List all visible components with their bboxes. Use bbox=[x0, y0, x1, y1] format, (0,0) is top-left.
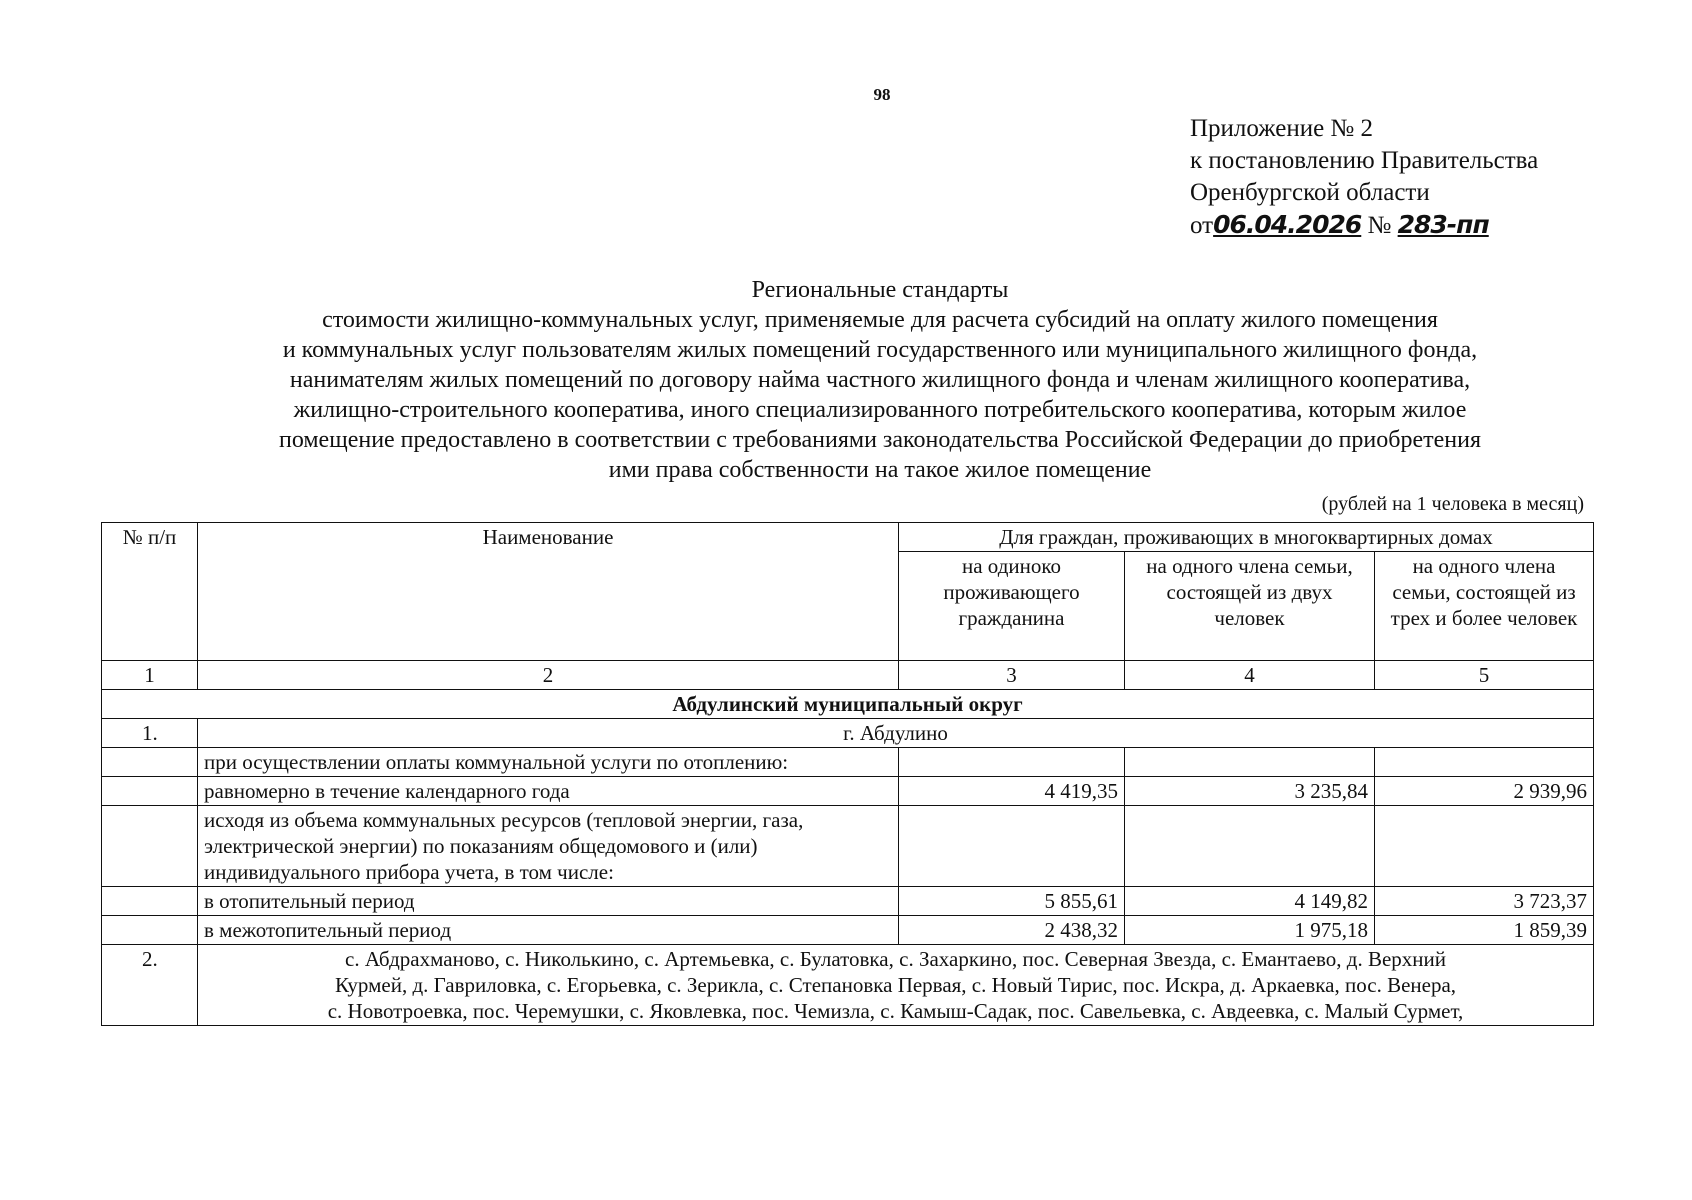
page-number: 98 bbox=[873, 85, 891, 104]
even-label: равномерно в течение календарного года bbox=[198, 777, 899, 806]
standards-table bbox=[101, 522, 1594, 1026]
col-number-3: 3 bbox=[899, 661, 1125, 690]
off-period-v5: 1 859,39 bbox=[1375, 916, 1594, 945]
appendix-line-2: к постановлению Правительства bbox=[1190, 147, 1539, 174]
col-number-4: 4 bbox=[1125, 661, 1375, 690]
heating-period-v4: 4 149,82 bbox=[1125, 887, 1375, 916]
row-number: 2. bbox=[102, 945, 198, 1026]
col-number-5: 5 bbox=[1375, 661, 1594, 690]
header-col5: на одного члена семьи, состоящей из трех и более человек bbox=[1375, 552, 1594, 661]
heating-period-v5: 3 723,37 bbox=[1375, 887, 1594, 916]
row-number: 1. bbox=[102, 719, 198, 748]
table-row bbox=[102, 719, 1594, 748]
appendix-prefix: от bbox=[1190, 212, 1214, 239]
appendix-block bbox=[1190, 113, 1538, 242]
appendix-line-4 bbox=[1190, 209, 1538, 242]
table-row bbox=[102, 748, 1594, 777]
even-v5: 2 939,96 bbox=[1375, 777, 1594, 806]
district-row bbox=[102, 690, 1594, 719]
col-number-2: 2 bbox=[198, 661, 899, 690]
document-title bbox=[150, 275, 1610, 485]
header-num: № п/п bbox=[102, 523, 198, 661]
settlements-line-2: Курмей, д. Гавриловка, с. Егорьевка, с. Зерикла, с. Степановка Первая, с. Новый Тирис, пос. Искра, д. Аркаевка, пос. Венера, bbox=[334, 973, 1457, 997]
off-period-v3: 2 438,32 bbox=[899, 916, 1125, 945]
title-line-6: помещение предоставлено в соответствии с требованиями законодательства Российской Федерации до приобретения bbox=[278, 427, 1481, 453]
district-name: Абдулинский муниципальный округ bbox=[102, 690, 1594, 719]
even-v4: 3 235,84 bbox=[1125, 777, 1375, 806]
appendix-line-3: Оренбургской области bbox=[1190, 179, 1430, 206]
header-row-1 bbox=[102, 523, 1594, 552]
even-v3: 4 419,35 bbox=[899, 777, 1125, 806]
table-row bbox=[102, 806, 1594, 887]
unit-note: (рублей на 1 человека в месяц) bbox=[1321, 493, 1584, 515]
number-sign: № bbox=[1367, 212, 1392, 239]
settlement-name: г. Абдулино bbox=[198, 719, 1594, 748]
heating-period-v3: 5 855,61 bbox=[899, 887, 1125, 916]
title-line-5: жилищно-строительного кооператива, иного специализированного потребительского кооператива, которым жилое bbox=[293, 397, 1467, 423]
off-period-label: в межотопительный период bbox=[198, 916, 899, 945]
appendix-line-1: Приложение № 2 bbox=[1190, 115, 1374, 142]
table-row bbox=[102, 945, 1594, 1026]
handwritten-number: 283-пп bbox=[1397, 210, 1489, 239]
title-line-2: стоимости жилищно-коммунальных услуг, применяемые для расчета субсидий на оплату жилого помещения bbox=[322, 307, 1438, 333]
header-group: Для граждан, проживающих в многоквартирных домах bbox=[899, 523, 1594, 552]
header-name: Наименование bbox=[198, 523, 899, 661]
header-col4: на одного члена семьи, состоящей из двух человек bbox=[1125, 552, 1375, 661]
title-line-4: нанимателям жилых помещений по договору найма частного жилищного фонда и членам жилищного кооператива, bbox=[289, 367, 1471, 393]
table-row bbox=[102, 916, 1594, 945]
settlements-line-1: с. Абдрахманово, с. Николькино, с. Артемьевка, с. Булатовка, с. Захаркино, пос. Северная Звезда, с. Емантаево, д. Верхний bbox=[345, 947, 1446, 971]
title-line-1: Региональные стандарты bbox=[751, 277, 1009, 303]
off-period-v4: 1 975,18 bbox=[1125, 916, 1375, 945]
handwritten-date: 06.04.2026 bbox=[1213, 210, 1362, 239]
heating-period-label: в отопительный период bbox=[198, 887, 899, 916]
settlements-list bbox=[198, 945, 1594, 1026]
header-col3: на одиноко проживающего гражданина bbox=[899, 552, 1125, 661]
title-line-3: и коммунальных услуг пользователям жилых помещений государственного или муниципального жилищного фонда, bbox=[282, 337, 1478, 363]
meter-label: исходя из объема коммунальных ресурсов (тепловой энергии, газа, электрической энергии) по показаниям общедомового и (или) индивидуального прибора учета, в том числе: bbox=[198, 806, 899, 887]
column-numbers-row bbox=[102, 661, 1594, 690]
heating-label: при осуществлении оплаты коммунальной услуги по отоплению: bbox=[198, 748, 899, 777]
table-row bbox=[102, 777, 1594, 806]
title-line-7: ими права собственности на такое жилое помещение bbox=[608, 457, 1152, 483]
settlements-line-3: с. Новотроевка, пос. Черемушки, с. Яковлевка, пос. Чемизла, с. Камыш-Садак, пос. Савельевка, с. Авдеевка, с. Малый Сурмет, bbox=[327, 999, 1464, 1023]
table-row bbox=[102, 887, 1594, 916]
col-number-1: 1 bbox=[102, 661, 198, 690]
